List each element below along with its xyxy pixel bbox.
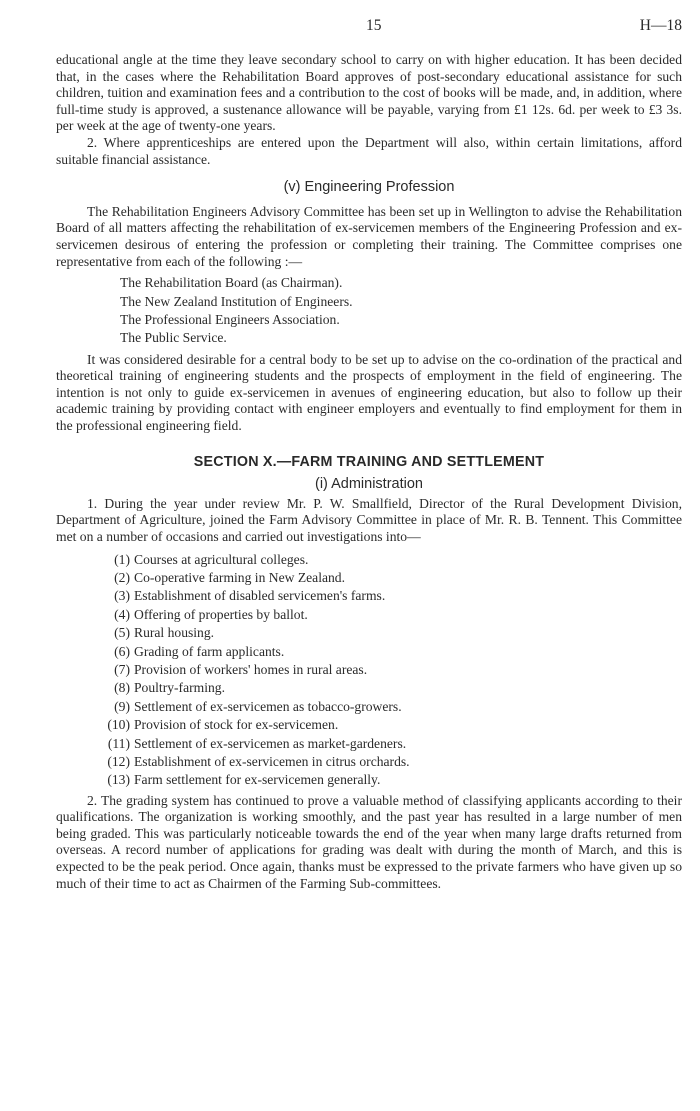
item-text: Provision of workers' homes in rural areas. (134, 661, 368, 677)
list-item (94, 569, 682, 587)
item-text: Settlement of ex-servicemen as market-gardeners. (134, 735, 407, 751)
committee-member: The Public Service. (120, 330, 227, 346)
list-item (94, 624, 682, 642)
engineering-paragraph-2: It was considered desirable for a central body to be set up to advise on the co-ordination of the practical and theoretical training of engineering students and the prospects of employment in the field of engineering. The intention is not only to guide ex-servicemen in avenues of engineering education, but also to follow up their academic training by providing contact with engineer employers and eventually to find employment for them in the professional engineering field. (56, 351, 682, 434)
item-number: (9) (114, 698, 130, 714)
item-text: Courses at agricultural colleges. (134, 551, 309, 567)
list-item (94, 661, 682, 679)
administration-heading: (i) Administration (315, 476, 423, 493)
administration-paragraph-1: 1. During the year under review Mr. P. W. Smallfield, Director of the Rural Development Division, Department of Agriculture, joined the Farm Advisory Committee in place of Mr. R. B. Tennent. This Committee met on a number of occasions and carried out investigations into— (56, 495, 682, 545)
item-number: (7) (114, 661, 130, 677)
list-item (94, 587, 682, 605)
engineering-paragraph-1: The Rehabilitation Engineers Advisory Committee has been set up in Wellington to advise the Rehabilitation Board of all matters affecting the rehabilitation of ex-servicemen members of the Engineering Profession and ex-servicemen desirous of entering the profession or completing their training. The Committee comprises one representative from each of the following :— (56, 203, 682, 269)
item-number: (6) (114, 643, 130, 659)
administration-paragraph-2: 2. The grading system has continued to prove a valuable method of classifying applicants according to their qualifications. The organization is working smoothly, and the past year has resulted in a large number of men being graded. This was particularly noticeable towards the end of the year when many large drafts returned from overseas. A record number of applications for grading was dealt with during the month of March, and this is expected to be the peak period. Once again, thanks must be expressed to the private farmers who have given up so much of their time to act as Chairmen of the Farming Sub-committees. (56, 792, 682, 891)
list-item (94, 771, 682, 789)
list-item (94, 698, 682, 716)
item-number: (1) (114, 551, 130, 567)
document-reference: H—18 (639, 17, 682, 34)
list-item (94, 606, 682, 624)
item-text: Poultry-farming. (134, 680, 225, 696)
item-number: (4) (114, 606, 130, 622)
list-item (94, 679, 682, 697)
committee-members-list (120, 274, 682, 348)
item-text: Farm settlement for ex-servicemen generally. (134, 772, 381, 788)
page-header (0, 10, 700, 36)
item-text: Establishment of ex-servicemen in citrus orchards. (134, 753, 410, 769)
item-number: (13) (107, 772, 130, 788)
page-number: 15 (366, 17, 382, 34)
item-number: (10) (107, 717, 130, 733)
page-body (56, 52, 682, 892)
item-text: Co-operative farming in New Zealand. (134, 570, 346, 586)
list-item (94, 551, 682, 569)
committee-member: The Rehabilitation Board (as Chairman). (120, 275, 343, 291)
list-item (94, 643, 682, 661)
item-number: (5) (114, 625, 130, 641)
committee-member: The Professional Engineers Association. (120, 311, 340, 327)
engineering-heading: (v) Engineering Profession (283, 179, 455, 196)
list-item (94, 735, 682, 753)
item-text: Grading of farm applicants. (134, 643, 285, 659)
item-text: Settlement of ex-servicemen as tobacco-growers. (134, 698, 402, 714)
item-number: (11) (107, 735, 130, 751)
item-number: (2) (114, 570, 130, 586)
paragraph-apprenticeship: 2. Where apprenticeships are entered upon the Department will also, within certain limitations, afford suitable financial assistance. (56, 134, 682, 167)
section-heading: SECTION X.—FARM TRAINING AND SETTLEMENT (193, 453, 545, 470)
list-item (94, 753, 682, 771)
item-text: Establishment of disabled servicemen's farms. (134, 588, 386, 604)
item-number: (8) (114, 680, 130, 696)
item-number: (3) (114, 588, 130, 604)
item-text: Provision of stock for ex-servicemen. (134, 717, 339, 733)
list-item (94, 716, 682, 734)
item-number: (12) (107, 753, 130, 769)
item-text: Rural housing. (134, 625, 215, 641)
paragraph-intro: educational angle at the time they leave secondary school to carry on with higher education. It has been decided that, in the cases where the Rehabilitation Board approves of post-secondary educational assistance for such children, tuition and examination fees and a contribution to the cost of books will be made, and, in addition, where full-time study is approved, a sustenance allowance will be payable, varying from £1 12s. 6d. per week to £3 3s. per week at the age of twenty-one years. (56, 52, 682, 134)
investigations-list (94, 551, 682, 790)
committee-member: The New Zealand Institution of Engineers. (120, 293, 353, 309)
item-text: Offering of properties by ballot. (134, 606, 308, 622)
